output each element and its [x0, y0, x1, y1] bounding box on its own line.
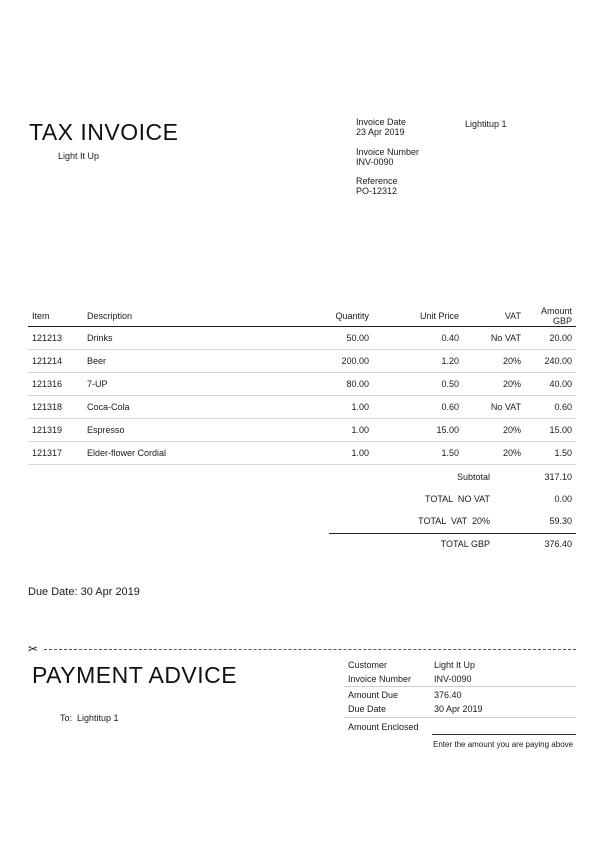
total-vat-label: TOTAL VAT 20% [418, 516, 490, 526]
table-row [28, 396, 576, 419]
table-header-row [28, 306, 576, 327]
cell-unit-price: 15.00 [373, 419, 463, 442]
cell-vat: 20% [463, 442, 525, 465]
advice-customer-value: Light It Up [434, 660, 476, 670]
total-vat-value: 59.30 [549, 516, 572, 526]
cell-description: Elder-flower Cordial [83, 442, 269, 465]
cell-quantity: 50.00 [269, 327, 373, 350]
total-novat-value: 0.00 [554, 494, 572, 504]
cell-unit-price: 0.40 [373, 327, 463, 350]
invoice-date-label: Invoice Date [356, 117, 407, 127]
invoice-number-label: Invoice Number [356, 147, 420, 157]
advice-divider [344, 717, 576, 718]
cell-amount: 1.50 [525, 442, 576, 465]
amount-enclosed-field[interactable] [432, 734, 576, 735]
cell-amount: 40.00 [525, 373, 576, 396]
reference-value: PO-12312 [356, 186, 398, 196]
cell-unit-price: 1.20 [373, 350, 463, 373]
cell-amount: 20.00 [525, 327, 576, 350]
table-row [28, 327, 576, 350]
total-divider [329, 533, 576, 534]
scissors-icon: ✂ [28, 642, 39, 656]
table-row [28, 419, 576, 442]
cell-description: Espresso [83, 419, 269, 442]
advice-enclosed-label: Amount Enclosed [348, 722, 419, 732]
col-quantity: Quantity [269, 306, 373, 327]
advice-amount-due-value: 376.40 [434, 690, 462, 700]
reference-label: Reference [356, 176, 398, 186]
col-vat: VAT [463, 306, 525, 327]
cell-unit-price: 1.50 [373, 442, 463, 465]
col-unit-price: Unit Price [373, 306, 463, 327]
advice-enclosed-hint: Enter the amount you are paying above [433, 740, 574, 749]
cell-unit-price: 0.60 [373, 396, 463, 419]
col-amount: Amount GBP [525, 306, 576, 327]
subtotal-value: 317.10 [544, 472, 572, 482]
cell-quantity: 1.00 [269, 396, 373, 419]
cell-amount: 240.00 [525, 350, 576, 373]
cell-vat: 20% [463, 373, 525, 396]
cell-description: Beer [83, 350, 269, 373]
cell-quantity: 200.00 [269, 350, 373, 373]
cell-vat: No VAT [463, 327, 525, 350]
cell-vat: 20% [463, 419, 525, 442]
customer-name: Lightitup 1 [465, 119, 507, 129]
col-description: Description [83, 306, 269, 327]
advice-amount-due-label: Amount Due [348, 690, 399, 700]
cell-amount: 0.60 [525, 396, 576, 419]
advice-number-label: Invoice Number [348, 674, 412, 684]
invoice-title: TAX INVOICE [29, 119, 179, 145]
cell-quantity: 1.00 [269, 419, 373, 442]
table-row [28, 442, 576, 465]
company-name: Light It Up [58, 151, 100, 161]
cell-vat: 20% [463, 350, 525, 373]
cell-description: Drinks [83, 327, 269, 350]
col-item: Item [28, 306, 83, 327]
due-date: Due Date: 30 Apr 2019 [28, 586, 140, 598]
cell-unit-price: 0.50 [373, 373, 463, 396]
cell-vat: No VAT [463, 396, 525, 419]
cell-item: 121214 [28, 350, 83, 373]
items-table [28, 306, 576, 465]
table-row [28, 350, 576, 373]
cell-item: 121319 [28, 419, 83, 442]
total-gbp-value: 376.40 [544, 539, 572, 549]
invoice-number-value: INV-0090 [356, 157, 394, 167]
cut-line [44, 649, 576, 650]
cell-item: 121318 [28, 396, 83, 419]
cell-item: 121317 [28, 442, 83, 465]
advice-customer-label: Customer [348, 660, 388, 670]
total-gbp-label: TOTAL GBP [440, 539, 490, 549]
advice-to: To: Lightitup 1 [60, 713, 119, 723]
cell-amount: 15.00 [525, 419, 576, 442]
table-row [28, 373, 576, 396]
subtotal-label: Subtotal [456, 472, 490, 482]
advice-due-date-label: Due Date [348, 704, 387, 714]
cell-description: Coca-Cola [83, 396, 269, 419]
invoice-date-value: 23 Apr 2019 [356, 127, 405, 137]
cell-quantity: 1.00 [269, 442, 373, 465]
cell-item: 121213 [28, 327, 83, 350]
cell-description: 7-UP [83, 373, 269, 396]
payment-advice-title: PAYMENT ADVICE [32, 662, 238, 688]
cell-item: 121316 [28, 373, 83, 396]
total-novat-label: TOTAL NO VAT [424, 494, 490, 504]
cell-quantity: 80.00 [269, 373, 373, 396]
advice-due-date-value: 30 Apr 2019 [434, 704, 483, 714]
advice-divider [344, 686, 576, 687]
advice-number-value: INV-0090 [434, 674, 472, 684]
